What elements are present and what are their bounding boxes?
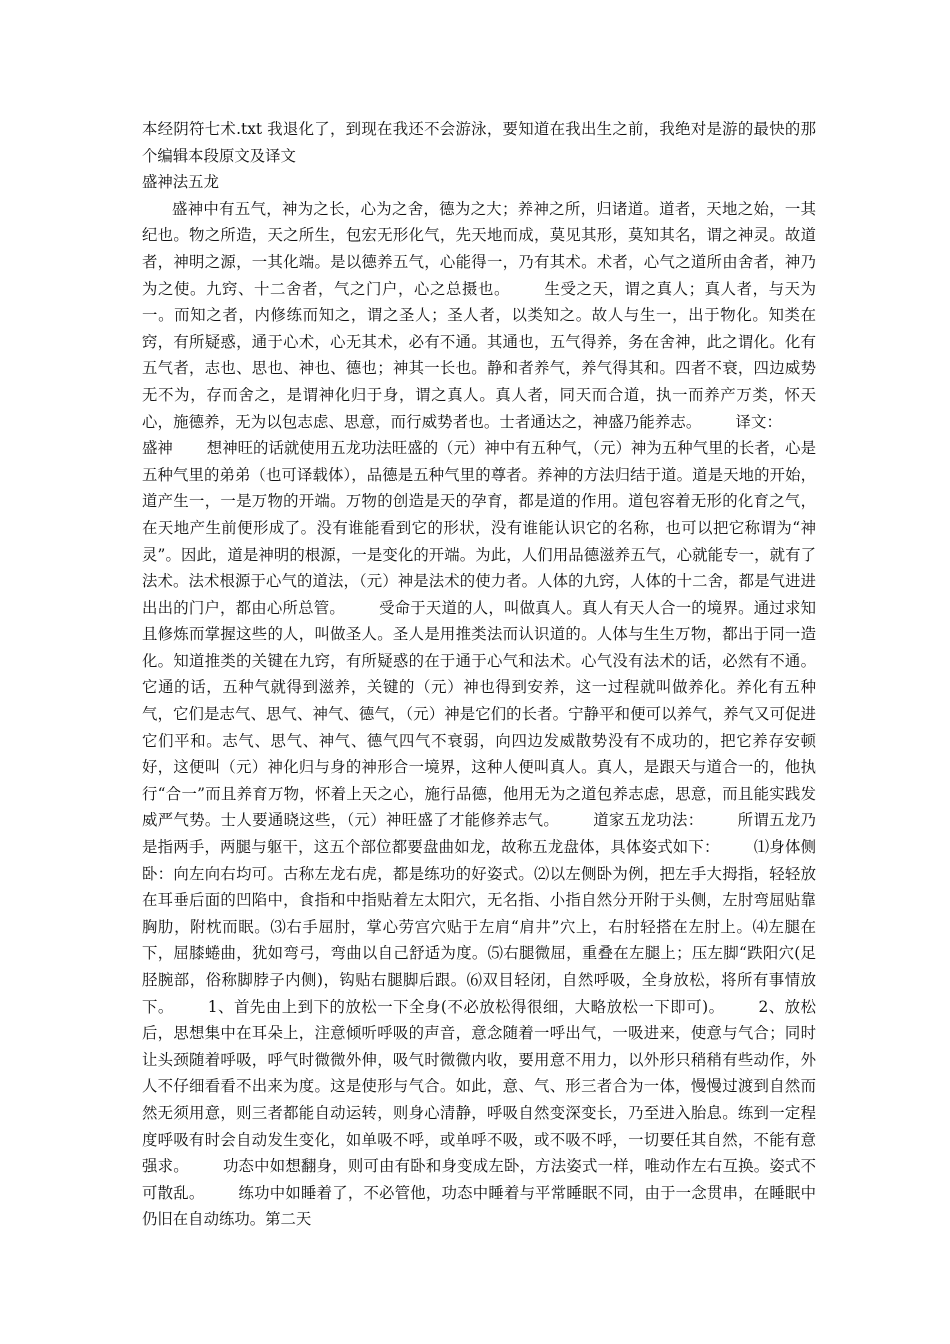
body-paragraph [142, 196, 816, 1233]
step-1: 1、首先由上到下的放松一下全身(不必放松得很细，大略放松一下即可)。 [207, 997, 725, 1016]
translation-label: 译文： [735, 412, 783, 431]
method-heading: 道家五龙功法： [592, 811, 704, 830]
document-page [142, 116, 816, 1233]
document-intro: 本经阴符七术.txt 我退化了，到现在我还不会游泳，要知道在我出生之前，我绝对是游的最快的那个编辑本段原文及译文 [142, 120, 816, 165]
turning-note: 功态中如想翻身，则可由有卧和身变成左卧，方法姿式一样，唯动作左右互换。姿式不可散乱。 [142, 1157, 816, 1202]
step-2: 2、放松后，思想集中在耳朵上，注意倾听呼吸的声音，意念随着一呼出气，一吸进来，使意与气合；同时让头颈随着呼吸，呼气时微微外伸，吸气时微微内收，要用意不用力，以外形只稍稍有些动作，外人不仔细看看不出来为度。这是使形与气合。如此，意、气、形三者合为一体，慢慢过渡到自然而然无须用意，则三者都能自动运转，则身心清静，呼吸自然变深变长，乃至进入胎息。练到一定程度呼吸有时会自动发生变化，如单吸不呼，或单呼不吸，或不吸不呼，一切要任其自然，不能有意强求。 [142, 997, 816, 1176]
sleep-note: 练功中如睡着了，不必管他，功态中睡着与平常睡眠不同，由于一念贯串，在睡眠中仍旧在自动练功。第二天 [142, 1183, 816, 1229]
translation-part-2: 受命于天道的人，叫做真人。真人有天人合一的境界。通过求知且修炼而掌握这些的人，叫做圣人。圣人是用推类法而认识道的。人体与生生万物，都出于同一造化。知道推类的关键在九窍，有所疑惑的在于通于心气和法术。心气没有法术的话，必然有不通。它通的话，五种气就得到滋养，关键的（元）神也得到安养，这一过程就叫做养化。养化有五种气，它们是志气、思气、神气、德气，（元）神是它们的长者。宁静平和便可以养气，养气又可促进它们平和。志气、思气、神气、德气四气不衰弱，向四边发威散势没有不成功的，把它养存安顿好，这便叫（元）神化归与身的神形合一境界，这种人便叫真人。真人，是跟天与道合一的，他执行“合一”而且养育万物，怀着上天之心，施行品德，他用无为之道包养志虑，思意，而且能实践发威严气势。士人要通晓这些，（元）神旺盛了才能修养志气。 [142, 598, 816, 830]
translation-heading: 盛神 [142, 439, 173, 458]
original-text-part-2: 生受之天，谓之真人；真人者，与天为一。而知之者，内修练而知之，谓之圣人；圣人者，以类知之。故人与生一，出于物化。知类在窍，有所疑惑，通于心术，心无其术，必有不通。其通也，五气得养，务在舍神，此之谓化。化有五气者，志也、思也、神也、德也；神其一长也。静和者养气，养气得其和。四者不衰，四边威势无不为，存而舍之，是谓神化归于身，谓之真人。真人者，同天而合道，执一而养产万类，怀天心，施德养，无为以包志虑、思意，而行威势者也。士者通达之，神盛乃能养志。 [142, 279, 816, 431]
original-text-part-1: 盛神中有五气，神为之长，心为之舍，德为之大；养神之所，归诸道。道者，天地之始，一其纪也。物之所造，天之所生，包宏无形化气，先天地而成，莫见其形，莫知其名，谓之神灵。故道者，神明之源，一其化端。是以德养五气，心能得一，乃有其术。术者，心气之道所由舍者，神乃为之使。九窍、十二舍者，气之门户，心之总摄也。 [142, 199, 816, 298]
translation-part-1: 想神旺的话就使用五龙功法旺盛的（元）神中有五种气，（元）神为五种气里的长者，心是五种气里的弟弟（也可译载体），品德是五种气里的尊者。养神的方法归结于道。道是天地的开始，道产生一，一是万物的开端。万物的创造是天的孕育，都是道的作用。道包容着无形的化育之气，在天地产生前便形成了。没有谁能看到它的形状，没有谁能认识它的名称，也可以把它称谓为“神灵”。因此，道是神明的根源，一是变化的开端。为此，人们用品德滋养五气，心就能专一，就有了法术。法术根源于心气的道法，（元）神是法术的使力者。人体的九窍，人体的十二舍，都是气进进出出的门户，都由心所总管。 [142, 439, 816, 617]
method-intro: 所谓五龙乃是指两手，两腿与躯干，这五个部位都要盘曲如龙，故称五龙盘体，具体姿式如下： [142, 811, 816, 857]
posture-steps: ⑴身体侧卧：向左向右均可。古称左龙右虎，都是练功的好姿式。⑵以左侧卧为例，把左手大拇指，轻轻放在耳垂后面的凹陷中，食指和中指贴着左太阳穴，无名指、小指自然分开附于头侧，左肘弯屈贴靠胸肋，附枕而眠。⑶右手屈肘，掌心劳宫穴贴于左肩“肩井”穴上，右肘轻搭在左肘上。⑷左腿在下，屈膝蜷曲，犹如弯弓，弯曲以自己舒适为度。⑸右腿微屈，重叠在左腿上；压左脚“跌阳穴(足胫腕部，俗称脚脖子内侧)，钩贴右腿脚后跟。⑹双目轻闭，自然呼吸，全身放松，将所有事情放下。 [142, 838, 816, 1016]
section-title: 盛神法五龙 [142, 173, 219, 192]
